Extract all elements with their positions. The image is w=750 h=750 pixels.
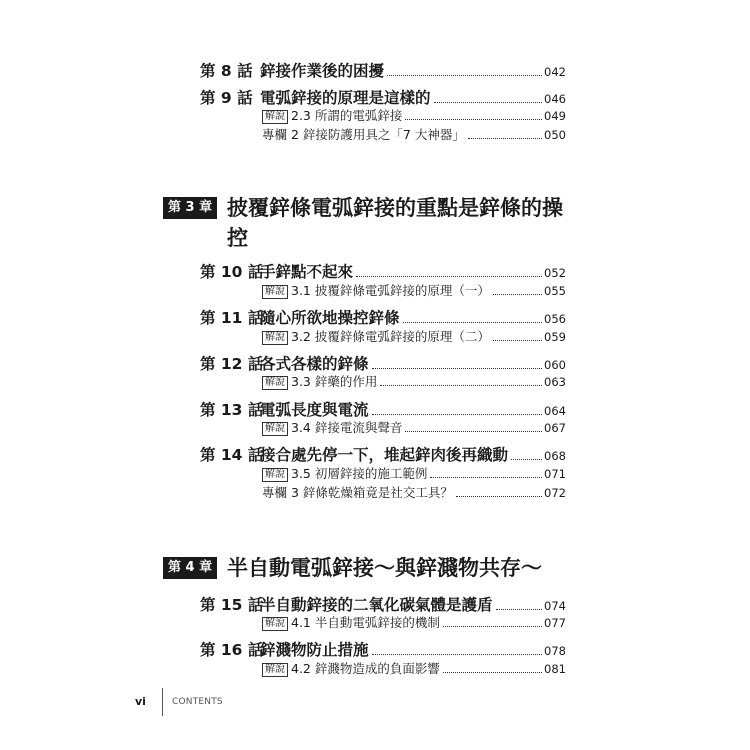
page-number: 064	[544, 404, 566, 418]
dot-leader	[511, 459, 542, 460]
entry-title: 電弧長度與電流	[260, 401, 369, 419]
page-number: 059	[544, 330, 566, 344]
dot-leader	[387, 75, 542, 76]
dot-leader	[456, 496, 542, 497]
commentary-tag: 解說	[262, 110, 288, 124]
commentary-tag: 解說	[262, 617, 288, 631]
commentary-tag: 解說	[262, 468, 288, 482]
chapter-title: 半自動電弧鋅接～與鋅濺物共存～	[227, 556, 542, 580]
dot-leader	[372, 414, 543, 415]
toc-entry[interactable]	[200, 638, 566, 658]
toc-subentry[interactable]	[262, 418, 566, 438]
dot-leader	[372, 368, 543, 369]
dot-leader	[430, 477, 542, 478]
episode-number: 第 12 話	[200, 355, 264, 373]
entry-title: 4.2 鋅濺物造成的負面影響	[291, 661, 440, 676]
page-number: 078	[544, 644, 566, 658]
entry-title: 鋅濺物防止措施	[260, 641, 369, 659]
entry-title: 4.1 半自動電弧鋅接的機制	[291, 615, 440, 630]
episode-number: 第 11 話	[200, 309, 264, 327]
page-number: 046	[544, 92, 566, 106]
entry-title: 手鋅點不起來	[260, 263, 354, 281]
chapter-heading	[163, 193, 573, 255]
entry-title: 鋅接作業後的困擾	[260, 62, 385, 80]
dot-leader	[468, 138, 542, 139]
entry-title: 3.2 披覆鋅條電弧鋅接的原理（二）	[291, 329, 490, 344]
dot-leader	[493, 294, 542, 295]
toc-subentry[interactable]	[262, 464, 566, 484]
toc-entry[interactable]	[200, 59, 566, 79]
running-footer: CONTENTS	[172, 697, 223, 707]
toc-entry[interactable]	[200, 352, 566, 372]
toc-subentry[interactable]	[262, 372, 566, 392]
chapter-heading	[163, 553, 573, 583]
entry-title: 電弧鋅接的原理是這樣的	[260, 89, 431, 107]
chapter-title: 披覆鋅條電弧鋅接的重點是鋅條的操控	[227, 196, 563, 250]
commentary-tag: 解說	[262, 331, 288, 345]
toc-subentry[interactable]	[262, 106, 566, 126]
toc-entry[interactable]	[200, 306, 566, 326]
toc-entry[interactable]	[200, 260, 566, 280]
toc-subentry[interactable]	[262, 327, 566, 347]
page-number: 052	[544, 266, 566, 280]
episode-number: 第 14 話	[200, 446, 264, 464]
commentary-tag: 解說	[262, 422, 288, 436]
divider	[162, 688, 163, 716]
dot-leader	[372, 654, 543, 655]
toc-subentry[interactable]	[262, 125, 566, 145]
dot-leader	[434, 102, 543, 103]
chapter-badge: 第 4 章	[163, 557, 217, 579]
page-number: 055	[544, 284, 566, 298]
entry-title: 3.3 鋅藥的作用	[291, 374, 378, 389]
entry-title: 專欄 2 鋅接防護用具之「7 大神器」	[262, 127, 465, 142]
episode-number: 第 13 話	[200, 401, 264, 419]
chapter-badge: 第 3 章	[163, 197, 217, 219]
page-number: 072	[544, 486, 566, 500]
page-number: 067	[544, 421, 566, 435]
toc-entry[interactable]	[200, 398, 566, 418]
entry-title: 接合處先停一下，堆起鋅肉後再織動	[260, 446, 509, 464]
toc-subentry[interactable]	[262, 659, 566, 679]
toc-entry[interactable]	[200, 443, 566, 463]
episode-number: 第 9 話	[200, 89, 253, 107]
page-number: 049	[544, 109, 566, 123]
toc-subentry[interactable]	[262, 613, 566, 633]
toc-entry[interactable]	[200, 86, 566, 106]
page-number: 077	[544, 616, 566, 630]
toc-entry[interactable]	[200, 593, 566, 613]
page-number: 081	[544, 662, 566, 676]
entry-title: 各式各樣的鋅條	[260, 355, 369, 373]
toc-subentry[interactable]	[262, 281, 566, 301]
page-number: 056	[544, 312, 566, 326]
dot-leader	[380, 385, 542, 386]
entry-title: 3.4 鋅接電流與聲音	[291, 420, 403, 435]
episode-number: 第 15 話	[200, 596, 264, 614]
episode-number: 第 10 話	[200, 263, 264, 281]
dot-leader	[403, 322, 543, 323]
page-number: 068	[544, 449, 566, 463]
toc-subentry[interactable]	[262, 483, 566, 503]
dot-leader	[356, 276, 542, 277]
dot-leader	[443, 672, 542, 673]
entry-title: 3.5 初層鋅接的施工範例	[291, 466, 428, 481]
episode-number: 第 16 話	[200, 641, 264, 659]
page-number: 060	[544, 358, 566, 372]
dot-leader	[405, 431, 542, 432]
dot-leader	[496, 609, 543, 610]
dot-leader	[405, 119, 542, 120]
entry-title: 半自動鋅接的二氧化碳氣體是護盾	[260, 596, 493, 614]
entry-title: 2.3 所謂的電弧鋅接	[291, 108, 403, 123]
entry-title: 專欄 3 鋅條乾燥箱竟是社交工具？	[262, 485, 453, 500]
entry-title: 隨心所欲地操控鋅條	[260, 309, 400, 327]
page-number: 042	[544, 65, 566, 79]
page-number: 050	[544, 128, 566, 142]
dot-leader	[443, 626, 542, 627]
entry-title: 3.1 披覆鋅條電弧鋅接的原理（一）	[291, 283, 490, 298]
commentary-tag: 解說	[262, 663, 288, 677]
page-number: 071	[544, 467, 566, 481]
commentary-tag: 解說	[262, 376, 288, 390]
dot-leader	[493, 340, 542, 341]
page-number: 074	[544, 599, 566, 613]
commentary-tag: 解說	[262, 285, 288, 299]
episode-number: 第 8 話	[200, 62, 253, 80]
page-number: 063	[544, 375, 566, 389]
page-folio: vi	[135, 695, 146, 708]
